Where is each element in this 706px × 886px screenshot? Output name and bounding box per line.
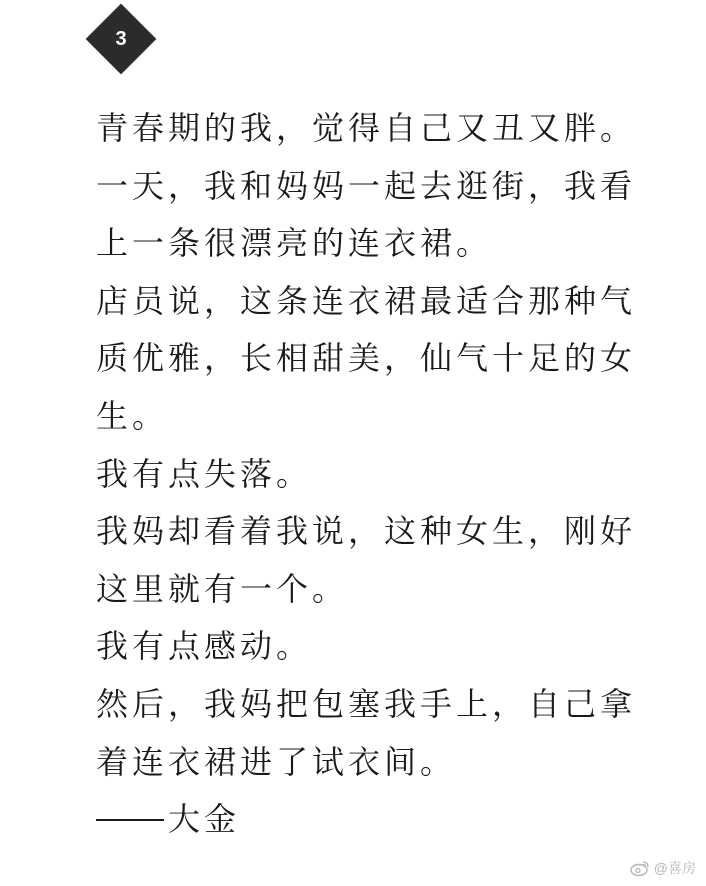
section-number: 3 xyxy=(115,28,127,50)
watermark-handle: @喜房 xyxy=(653,860,696,876)
story-line: 店员说，这条连衣裙最适合那种气 xyxy=(96,281,637,320)
story-line: 一天，我和妈妈一起去逛街，我看 xyxy=(96,166,637,205)
weibo-watermark xyxy=(630,858,696,878)
story-line: 着连衣裙进了试衣间。 xyxy=(96,742,457,781)
story-line: 我有点感动。 xyxy=(96,627,313,666)
signature xyxy=(96,791,636,849)
story-line: 质优雅，长相甜美，仙气十足的女 xyxy=(96,339,637,378)
section-number-badge xyxy=(86,4,156,74)
signature-dash xyxy=(96,819,164,821)
weibo-icon xyxy=(630,860,650,876)
story-line: 我妈却看着我说，这种女生，刚好 xyxy=(96,512,637,551)
story-line: 这里就有一个。 xyxy=(96,569,349,608)
story-line: 我有点失落。 xyxy=(96,454,313,493)
signature-author: 大金 xyxy=(168,800,241,839)
story-line: 青春期的我，觉得自己又丑又胖。 xyxy=(96,109,637,147)
story-line: 上一条很漂亮的连衣裙。 xyxy=(96,224,493,263)
story-text xyxy=(96,100,636,849)
story-line: 然后，我妈把包塞我手上，自己拿 xyxy=(96,684,637,723)
story-line: 生。 xyxy=(96,396,169,435)
